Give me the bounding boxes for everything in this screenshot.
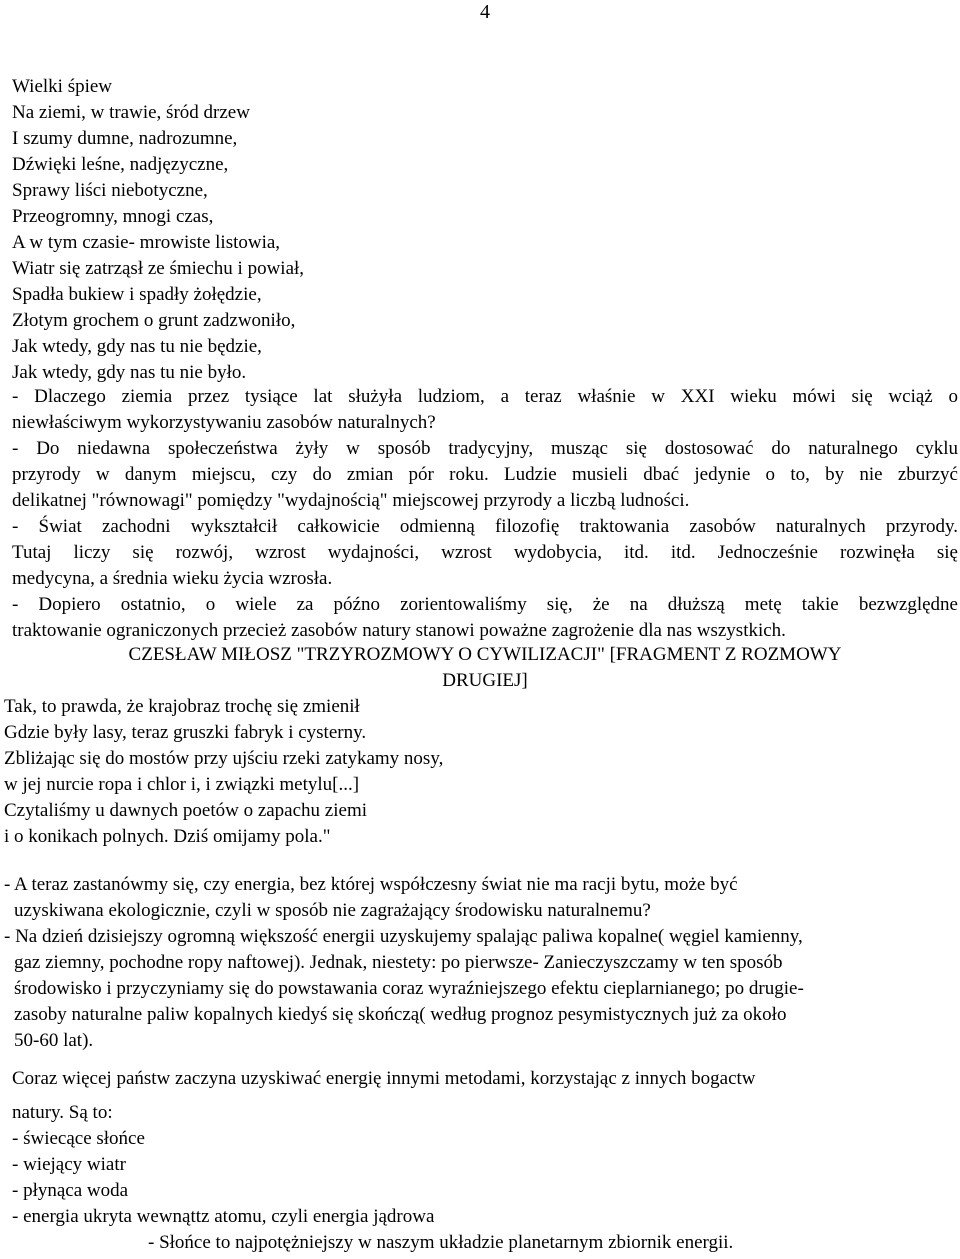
poem-line: w jej nurcie ropa i chlor i, i związki metylu[...] xyxy=(4,774,360,795)
poem-line: Spadła bukiew i spadły żołędzie, xyxy=(12,284,262,305)
paragraph-line: gaz ziemny, pochodne ropy naftowej). Jednak, niestety: po pierwsze- Zanieczyszczamy w ten sposób xyxy=(14,952,783,973)
title-line: DRUGIEJ] xyxy=(442,670,528,691)
poem-line: i o konikach polnych. Dziś omijamy pola." xyxy=(4,826,331,847)
paragraph-line: uzyskiwana ekologicznie, czyli w sposób nie zagrażający środowisku naturalnemu? xyxy=(14,900,651,921)
quoted-poem xyxy=(4,694,443,850)
poem-line: I szumy dumne, nadrozumne, xyxy=(12,128,238,149)
section-title xyxy=(12,642,958,694)
paragraph-line: Tutaj liczy się rozwój, wzrost wydajności, wzrost wydobycia, itd. itd. Jednocześnie rozwinęła się xyxy=(12,542,958,563)
poem-line: Dźwięki leśne, nadjęzyczne, xyxy=(12,154,229,175)
paragraph-line: Coraz więcej państw zaczyna uzyskiwać energię innymi metodami, korzystając z innych bogactw xyxy=(12,1068,756,1089)
poem-line: A w tym czasie- mrowiste listowia, xyxy=(12,232,281,253)
paragraph-line: przyrody w danym miejscu, czy do zmian pór roku. Ludzie musieli dbać jedynie o to, by nie zburzyć xyxy=(12,464,958,485)
poem-line: Jak wtedy, gdy nas tu nie było. xyxy=(12,362,247,383)
list-item: - świecące słońce xyxy=(12,1128,145,1149)
poem-line: Jak wtedy, gdy nas tu nie będzie, xyxy=(12,336,262,357)
paragraph-line: - A teraz zastanówmy się, czy energia, bez której współczesny świat nie ma racji bytu, może być xyxy=(4,874,738,895)
dialogue-section xyxy=(12,384,958,644)
poem-line: Czytaliśmy u dawnych poetów o zapachu ziemi xyxy=(4,800,368,821)
paragraph-line: - Dlaczego ziemia przez tysiące lat służyła ludziom, a teraz właśnie w XXI wieku mówi się wciąż o xyxy=(12,386,958,407)
poem-line: Sprawy liści niebotyczne, xyxy=(12,180,208,201)
paragraph-line: medycyna, a średnia wieku życia wzrosła. xyxy=(12,568,333,589)
paragraph-line: - Dopiero ostatnio, o wiele za późno zorientowaliśmy się, że na dłuższą metę takie bezwzględne xyxy=(12,594,958,615)
poem-line: Złotym grochem o grunt zadzwoniło, xyxy=(12,310,296,331)
list-item: - wiejący wiatr xyxy=(12,1154,126,1175)
paragraph-line: środowisko i przyczyniamy się do powstawania coraz wyraźniejszego efektu cieplarnianego; po drugie- xyxy=(14,978,804,999)
paragraph-line: - Na dzień dzisiejszy ogromną większość energii uzyskujemy spalając paliwa kopalne( węgiel kamienny, xyxy=(4,926,803,947)
paragraph-line: 50-60 lat). xyxy=(14,1030,94,1051)
poem-stanza xyxy=(12,74,958,386)
final-statement: - Słońce to najpotężniejszy w naszym układzie planetarnym zbiornik energii. xyxy=(148,1232,734,1253)
poem-line: Przeogromny, mnogi czas, xyxy=(12,206,214,227)
paragraph-line: - Do niedawna społeczeństwa żyły w sposób tradycyjny, musząc się dostosować do naturalnego cyklu xyxy=(12,438,958,459)
page-number: 4 xyxy=(480,1,490,23)
list-item: - energia ukryta wewnąttz atomu, czyli energia jądrowa xyxy=(12,1206,435,1227)
poem-line: Tak, to prawda, że krajobraz trochę się zmienił xyxy=(4,696,360,717)
poem-line: Zbliżając się do mostów przy ujściu rzeki zatykamy nosy, xyxy=(4,748,444,769)
poem-line: Gdzie były lasy, teraz gruszki fabryk i cysterny. xyxy=(4,722,367,743)
paragraph-line: delikatnej "równowagi" pomiędzy "wydajnością" miejscowej przyrody a liczbą ludności. xyxy=(12,490,690,511)
poem-line: Wiatr się zatrząsł ze śmiechu i powiał, xyxy=(12,258,305,279)
paragraph-line: niewłaściwym wykorzystywaniu zasobów naturalnych? xyxy=(12,412,436,433)
paragraph-line: traktowanie ograniczonych przecież zasobów natury stanowi poważne zagrożenie dla nas wszystkich. xyxy=(12,620,786,641)
title-line: CZESŁAW MIŁOSZ "TRZYROZMOWY O CYWILIZACJI" [FRAGMENT Z ROZMOWY xyxy=(128,644,842,665)
poem-line: Wielki śpiew xyxy=(12,76,113,97)
poem-line: Na ziemi, w trawie, śród drzew xyxy=(12,102,250,123)
energy-dialogue xyxy=(4,872,954,1054)
paragraph-line: zasoby naturalne paliw kopalnych kiedyś się skończą( według prognoz pesymistycznych już za około xyxy=(14,1004,787,1025)
paragraph-line: - Świat zachodni wykształcił całkowicie odmienną filozofię traktowania zasobów naturalnych przyrody. xyxy=(12,516,958,537)
closing-section xyxy=(12,1066,958,1256)
list-item: - płynąca woda xyxy=(12,1180,129,1201)
paragraph-line: natury. Są to: xyxy=(12,1102,113,1123)
